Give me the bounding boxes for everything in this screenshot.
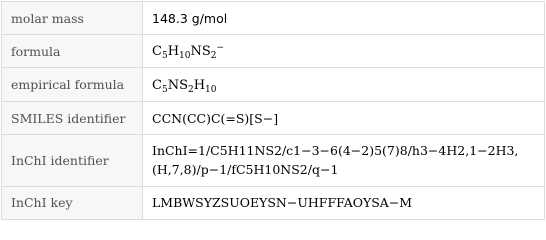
empirical-element-n: N xyxy=(167,77,180,93)
formula-count-c: 5 xyxy=(161,51,168,62)
row-label-inchi: InChI identifier xyxy=(2,134,143,186)
row-label-smiles: SMILES identifier xyxy=(2,102,143,134)
table-row-molar-mass xyxy=(2,2,545,35)
properties-table xyxy=(1,1,545,220)
formula-count-s: 2 xyxy=(210,51,217,62)
row-value-inchi: InChI=1/C5H11NS2/c1−3−6(4−2)5(7)8/h3−4H2,1−2H3,(H,7,8)/p−1/fC5H10NS2/q−1 xyxy=(143,134,545,186)
empirical-element-c: C xyxy=(152,77,162,93)
formula-element-ns: NS xyxy=(190,44,211,60)
row-value-inchi-key: LMBWSYZSUOEYSN−UHFFFAOYSA−M xyxy=(143,186,545,219)
empirical-count-h: 10 xyxy=(205,84,217,95)
formula-element-h: H xyxy=(167,44,180,60)
row-label-empirical-formula: empirical formula xyxy=(2,68,143,102)
row-label-formula: formula xyxy=(2,35,143,68)
empirical-count-c: 5 xyxy=(161,84,168,95)
table-row-inchi-key xyxy=(2,186,545,219)
row-label-molar-mass: molar mass xyxy=(2,2,143,35)
formula-count-h: 10 xyxy=(179,51,191,62)
row-label-inchi-key: InChI key xyxy=(2,186,143,219)
row-value-formula xyxy=(143,35,545,68)
formula-element-c: C xyxy=(152,44,162,60)
table-row-inchi xyxy=(2,134,545,186)
row-value-smiles: CCN(CC)C(=S)[S−] xyxy=(143,102,545,134)
empirical-count-s: 2 xyxy=(187,84,194,95)
row-value-empirical-formula xyxy=(143,68,545,102)
formula-charge: − xyxy=(216,43,225,54)
table-row-empirical-formula xyxy=(2,68,545,102)
table-row-formula xyxy=(2,35,545,68)
table-row-smiles xyxy=(2,102,545,134)
empirical-element-s: S xyxy=(179,77,188,93)
row-value-molar-mass: 148.3 g/mol xyxy=(143,2,545,35)
empirical-element-h: H xyxy=(193,77,206,93)
